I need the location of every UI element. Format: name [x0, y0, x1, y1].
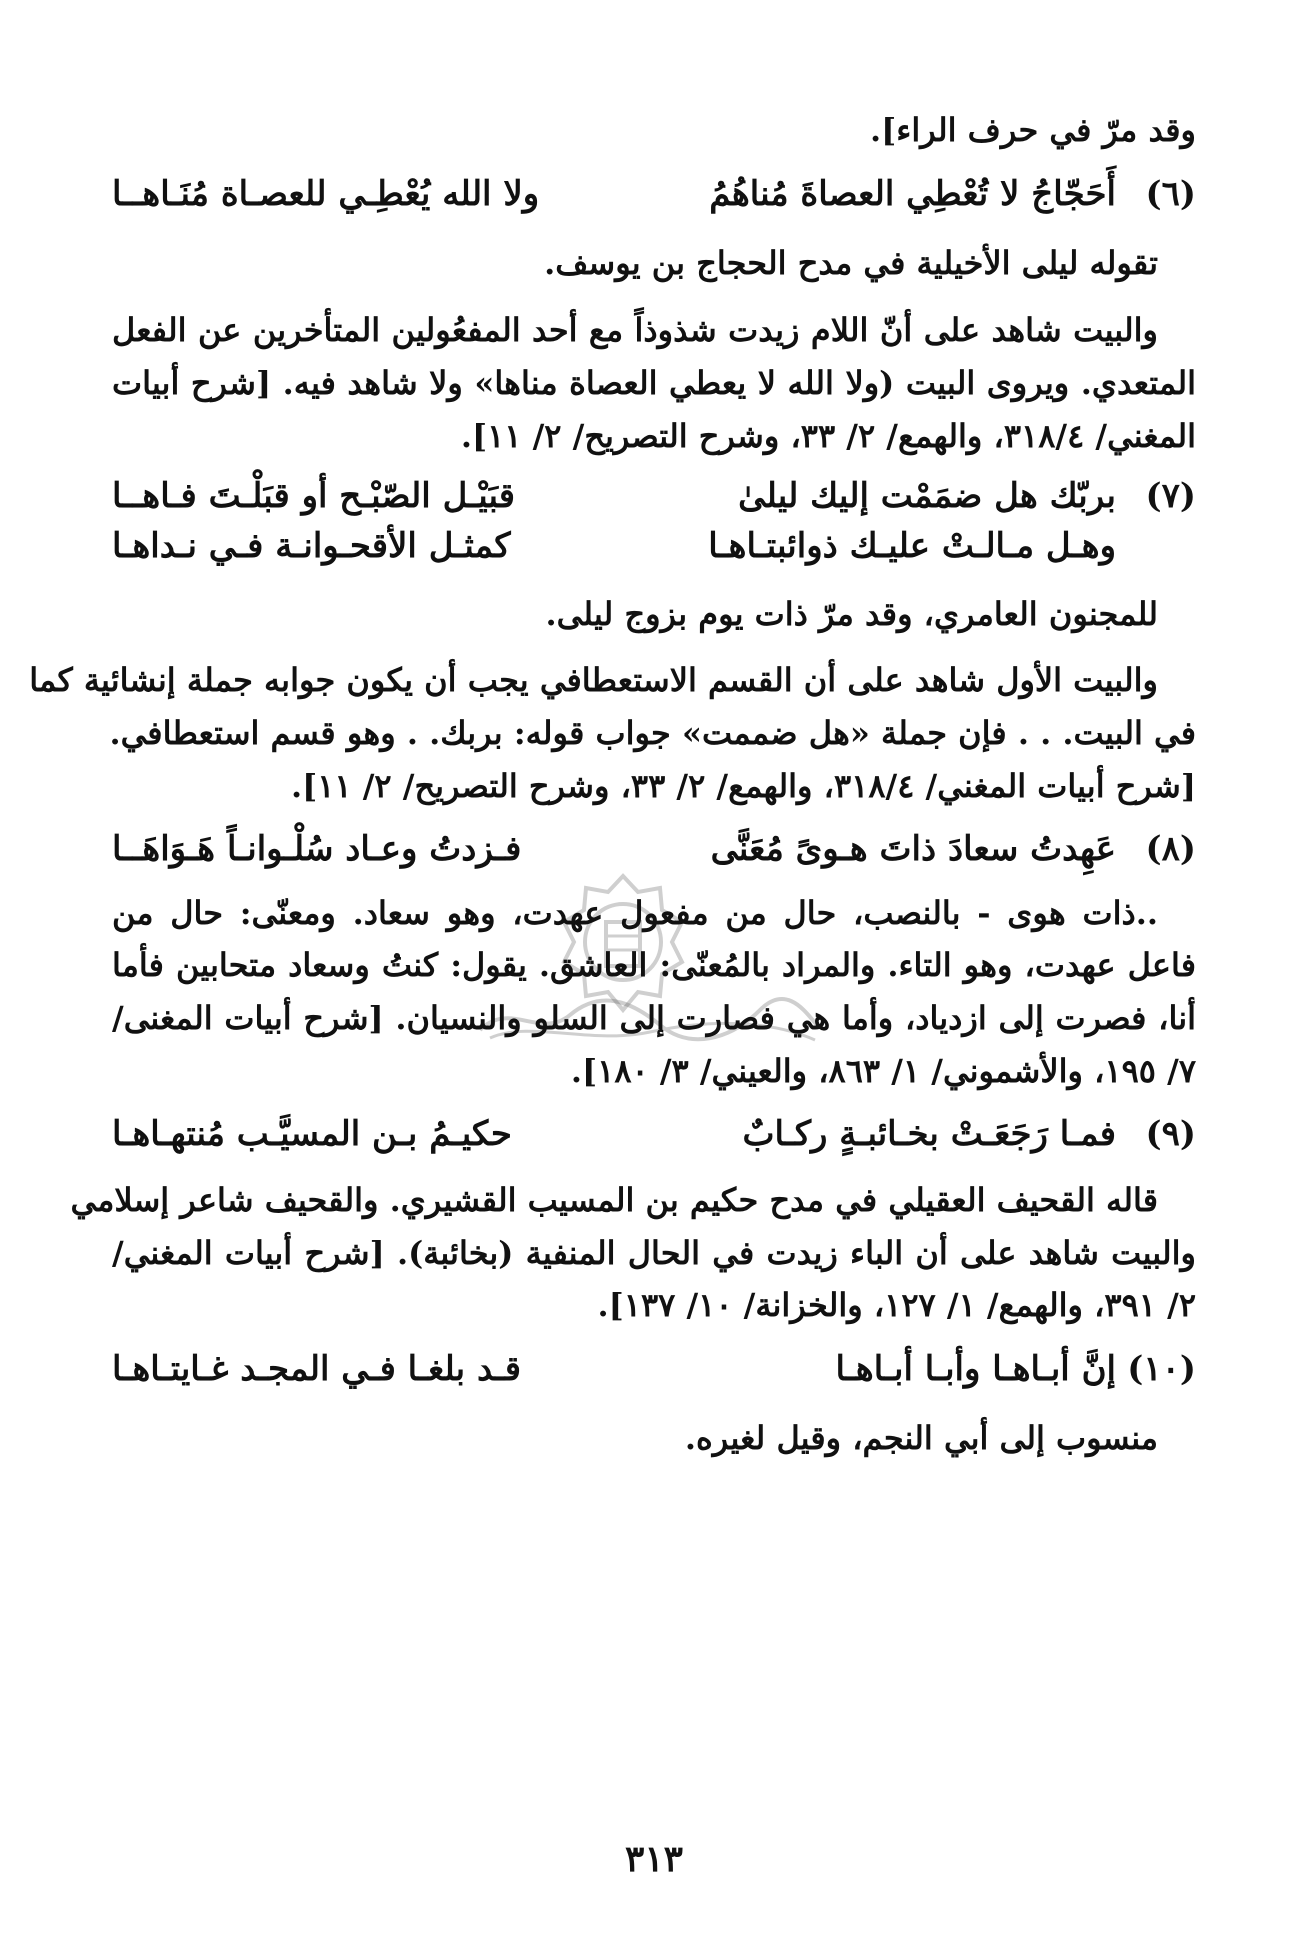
- text-line: المغني/ ٣١٨/٤، والهمع/ ٢/ ٣٣، وشرح التصريح/ ٢/ ١١].: [460, 417, 1196, 455]
- text-line: أنا، فصرت إلى ازدياد، وأما هي فصارت إلى السلو والنسيان. [شرح أبيات المغنى/: [112, 999, 1196, 1037]
- verse-second-hemistich: قـد بلغـا فـي المجـد غـايتـاهـا: [112, 1349, 522, 1389]
- verse-first-hemistich: إنَّ أبـاهـا وأبـا أبـاهـا: [835, 1349, 1116, 1389]
- verse-number: (٩): [1145, 1114, 1196, 1154]
- text-line: فاعل عهدت، وهو التاء. والمراد بالمُعنّى: العاشق. يقول: كنتُ وسعاد متحابين فأما: [112, 946, 1196, 984]
- verse-6: [112, 170, 1196, 218]
- page-number: ٣١٣: [624, 1838, 683, 1880]
- text-line: ٧/ ١٩٥، والأشموني/ ١/ ٨٦٣، والعيني/ ٣/ ١٨٠].: [570, 1052, 1196, 1090]
- verse-number: (٨): [1145, 829, 1196, 869]
- verse-second-hemistich: قبَيْـل الصّبْـح أو قبَلْـتَ فـاهــا: [112, 476, 516, 516]
- verse-number: (١٠): [1127, 1349, 1196, 1389]
- verse-second-hemistich: حكيـمُ بـن المسيَّـب مُنتهـاهـا: [112, 1114, 512, 1154]
- text-line: منسوب إلى أبي النجم، وقيل لغيره.: [684, 1419, 1158, 1457]
- verse-first-hemistich: فمـا رَجَعَـتْ بخـائبـةٍ ركـابٌ: [742, 1114, 1116, 1154]
- verse-10: [112, 1345, 1196, 1393]
- verse-first-hemistich: أَحَجّاجُ لا تُعْطِي العصاةَ مُناهُمُ: [709, 174, 1116, 214]
- verse-7a: [112, 472, 1196, 520]
- verse-first-hemistich: وهـل مـالـتْ عليـك ذوائبتـاهـا: [708, 526, 1116, 566]
- text-line: والبيت الأول شاهد على أن القسم الاستعطافي يجب أن يكون جوابه جملة إنشائية كما: [29, 661, 1158, 699]
- verse-second-hemistich: ولا الله يُعْطِـي للعصـاة مُنَـاهــا: [112, 174, 540, 214]
- text-line: في البيت. . . فإن جملة «هل ضممت» جواب قوله: بربك. . وهو قسم استعطافي.: [109, 714, 1196, 752]
- text-line: والبيت شاهد على أن الباء زيدت في الحال المنفية (بخائبة). [شرح أبيات المغني/: [112, 1234, 1196, 1272]
- verse-second-hemistich: فـزدتُ وعـاد سُلْـوانـاً هَـوَاهَــا: [112, 829, 522, 869]
- text-line: والبيت شاهد على أنّ اللام زيدت شذوذاً مع أحد المفعُولين المتأخرين عن الفعل: [112, 311, 1158, 349]
- text-line: للمجنون العامري، وقد مرّ ذات يوم بزوج ليلى.: [545, 595, 1158, 633]
- text-line: المتعدي. ويروى البيت (ولا الله لا يعطي العصاة مناها» ولا شاهد فيه. [شرح أبيات: [112, 364, 1196, 402]
- verse-second-hemistich: كمثـل الأقحـوانـة فـي نـداهـا: [112, 526, 511, 566]
- text-line: [شرح أبيات المغني/ ٣١٨/٤، والهمع/ ٢/ ٣٣، وشرح التصريح/ ٢/ ١١].: [290, 767, 1196, 805]
- verse-first-hemistich: عَهِدتُ سعادَ ذاتَ هـوىً مُعَنَّى: [710, 829, 1116, 869]
- verse-number: (٧): [1145, 476, 1196, 516]
- text-line: تقوله ليلى الأخيلية في مدح الحجاج بن يوسف.: [544, 244, 1158, 282]
- verse-number: (٦): [1145, 174, 1196, 214]
- text-line: ٢/ ٣٩١، والهمع/ ١/ ١٢٧، والخزانة/ ١٠/ ١٣٧].: [597, 1286, 1196, 1324]
- verse-7b: [112, 522, 1196, 570]
- text-line: وقد مرّ في حرف الراء].: [870, 111, 1196, 149]
- text-line: ..ذات هوى - بالنصب، حال من مفعول عهدت، وهو سعاد. ومعنّى: حال من: [112, 894, 1158, 932]
- verse-8: [112, 825, 1196, 873]
- text-line: قاله القحيف العقيلي في مدح حكيم بن المسيب القشيري. والقحيف شاعر إسلامي: [70, 1181, 1158, 1219]
- verse-first-hemistich: بربّك هل ضمَمْت إليك ليلىٰ: [738, 476, 1116, 516]
- verse-9: [112, 1110, 1196, 1158]
